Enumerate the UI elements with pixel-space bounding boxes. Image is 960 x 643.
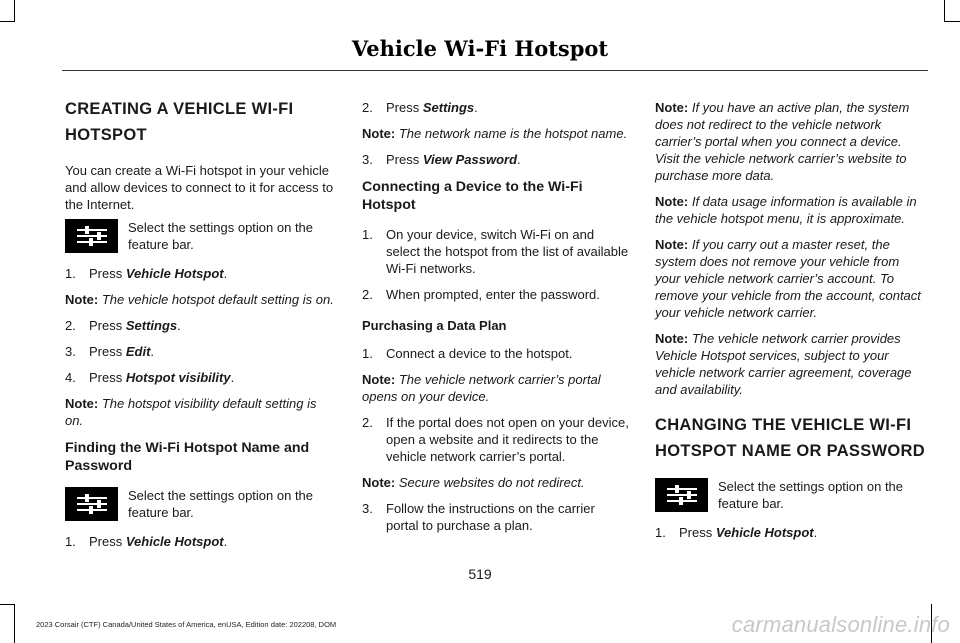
list-item: 1. Press Vehicle Hotspot. — [65, 534, 228, 549]
intro-paragraph: You can create a Wi-Fi hotspot in your vehicle and allow devices to connect to it for access to the Internet. — [65, 163, 334, 212]
subheading: Finding the Wi-Fi Hotspot Name and Password — [65, 440, 310, 474]
list-item: 1. Press Vehicle Hotspot. — [65, 266, 228, 281]
subheading: Connecting a Device to the Wi-Fi Hotspot — [362, 179, 583, 213]
list-item: 3. Follow the instructions on the carrier portal to purchase a plan. — [362, 501, 595, 533]
column-2 — [362, 99, 630, 543]
settings-instruction-text: Select the settings option on the feature bar. — [128, 488, 314, 520]
section-heading: CHANGING THE VEHICLE WI-FI — [655, 416, 912, 434]
list-item: 3. Press View Password. — [362, 152, 521, 167]
column-3 — [655, 99, 927, 550]
menu-option: View Password — [422, 152, 518, 167]
watermark: carmanualsonline.info — [731, 612, 950, 637]
note: Note: Secure websites do not redirect. — [362, 475, 585, 490]
note: Note: The network name is the hotspot name. — [362, 126, 628, 141]
list-item: 4. Press Hotspot visibility. — [65, 370, 235, 385]
note: Note: The hotspot visibility default setting is on. — [65, 396, 317, 428]
settings-sliders-icon — [65, 487, 118, 521]
menu-option: Vehicle Hotspot — [125, 266, 224, 281]
subheading: Purchasing a Data Plan — [362, 318, 507, 333]
section-heading: CREATING A VEHICLE WI-FI — [65, 100, 294, 118]
list-item: 1. On your device, switch Wi-Fi on and select the hotspot from the list of available Wi-Fi networks. — [362, 227, 629, 276]
menu-option: Settings — [422, 100, 475, 115]
settings-sliders-icon — [65, 219, 118, 253]
settings-instruction — [65, 487, 337, 521]
section-heading-line2: HOTSPOT — [65, 126, 147, 144]
list-item: 2. Press Settings. — [362, 100, 478, 115]
settings-instruction-text: Select the settings option on the feature bar. — [128, 220, 314, 252]
list-item: 1. Connect a device to the hotspot. — [362, 346, 573, 361]
menu-option: Vehicle Hotspot — [125, 534, 224, 549]
page-number: 519 — [468, 566, 492, 582]
note: Note: The vehicle network carrier provides Vehicle Hotspot services, subject to your vehicle network carrier agreement, coverage and availability. — [655, 331, 912, 397]
note: Note: The vehicle network carrier’s portal opens on your device. — [362, 372, 601, 404]
crop-mark — [14, 604, 15, 643]
menu-option: Vehicle Hotspot — [715, 525, 814, 540]
menu-option: Edit — [125, 344, 151, 359]
settings-sliders-icon — [655, 478, 708, 512]
settings-instruction-text: Select the settings option on the feature bar. — [718, 479, 904, 511]
edition-footer: 2023 Corsair (CTF) Canada/United States of America, enUSA, Edition date: 202208, DOM — [36, 620, 337, 629]
menu-option: Hotspot visibility — [125, 370, 231, 385]
note: Note: If data usage information is available in the vehicle hotspot menu, it is approximate. — [655, 194, 917, 226]
settings-instruction — [65, 219, 337, 253]
crop-mark — [944, 0, 945, 22]
crop-mark — [14, 0, 15, 22]
note: Note: If you have an active plan, the system does not redirect to the vehicle network carrier’s portal when you connect a device. Visit the vehicle network carrier’s website to purchase more data. — [655, 100, 910, 183]
list-item: 2. If the portal does not open on your device, open a website and it redirects to the vehicle network carrier’s portal. — [362, 415, 629, 464]
crop-mark — [0, 604, 14, 605]
menu-option: Settings — [125, 318, 178, 333]
note: Note: The vehicle hotspot default setting is on. — [65, 292, 334, 307]
page-title: Vehicle Wi-Fi Hotspot — [351, 36, 609, 61]
list-item: 1. Press Vehicle Hotspot. — [655, 525, 818, 540]
list-item: 3. Press Edit. — [65, 344, 155, 359]
list-item: 2. Press Settings. — [65, 318, 181, 333]
list-item: 2. When prompted, enter the password. — [362, 287, 600, 302]
column-1 — [65, 96, 337, 559]
header-rule — [62, 70, 928, 71]
note: Note: If you carry out a master reset, the system does not remove your vehicle from your vehicle network carrier’s account. To remove your vehicle from the account, contact your vehicle network carrier. — [655, 237, 921, 320]
section-heading-line2: HOTSPOT NAME OR PASSWORD — [655, 442, 925, 460]
settings-instruction — [655, 478, 927, 512]
crop-mark — [945, 21, 960, 22]
crop-mark — [0, 21, 14, 22]
